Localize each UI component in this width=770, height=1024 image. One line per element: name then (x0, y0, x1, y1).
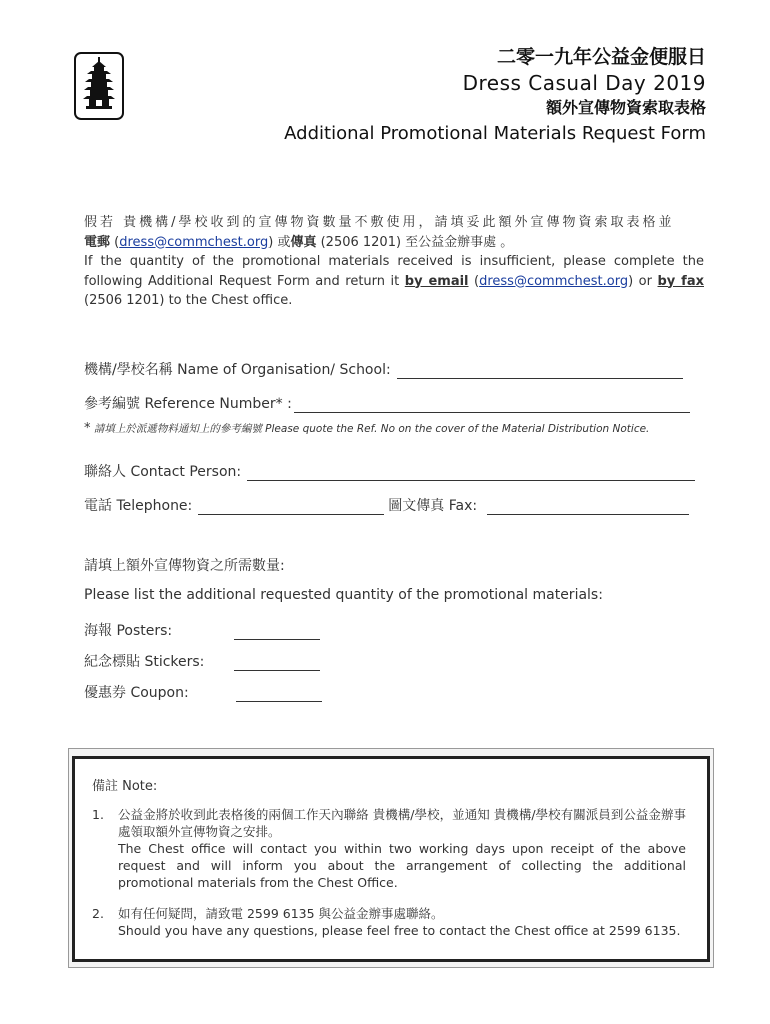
intro-zh-line: 假若 貴機構/學校收到的宣傳物資數量不敷使用，請填妥此額外宣傳物資索取表格並 (84, 215, 675, 230)
note-item-en: The Chest office will contact you within two working days upon receipt of the above request and will inform you about the arrangement of collecting the additional promotional materials from the Chest Office. (118, 841, 686, 890)
phone-fax-row (84, 495, 689, 515)
email-link[interactable]: dress@commchest.org (119, 234, 269, 250)
title-zh: 二零一九年公益金便服日 (496, 46, 706, 68)
intro-en: If the quantity of the promotional materials received is insufficient, please complete the following Additional Request Form and return it by email (dress@commchest.org) or by fax (2506 1201) to the Chest office. (84, 254, 704, 308)
reference-row (84, 393, 690, 413)
note-item: 1. 公益金將於收到此表格後的兩個工作天內聯絡 貴機構/學校，並通知 貴機構/學校有關派員到公益金辦事處領取額外宣傳物資之安排。 The Chest office will contact you within two working days upon receipt of the above request and will inform you about the arrangement of collecting the additional promotional materials from the Chest Office. (92, 807, 686, 890)
fax-label: 圖文傳真 Fax: (388, 498, 478, 514)
telephone-label: 電話 Telephone: (84, 498, 193, 514)
organisation-label: 機構/學校名稱 Name of Organisation/ School: (84, 362, 391, 378)
posters-label: 海報 Posters: (84, 623, 173, 639)
note-item-zh: 公益金將於收到此表格後的兩個工作天內聯絡 貴機構/學校，並通知 貴機構/學校有關派員到公益金辦事處領取額外宣傳物資之安排。 (118, 807, 686, 839)
pagoda-icon (76, 54, 122, 118)
coupon-label: 優惠券 Coupon: (84, 685, 189, 701)
request-heading-en: Please list the additional requested quantity of the promotional materials: (84, 587, 603, 603)
pagoda-logo (74, 52, 124, 120)
email-label-zh: 電郵 (84, 234, 111, 250)
form-header (284, 44, 706, 148)
reference-field[interactable] (294, 397, 690, 413)
email-link-en[interactable]: dress@commchest.org (479, 273, 629, 289)
by-email-text: by email (404, 273, 469, 289)
intro-paragraph (84, 213, 704, 311)
fax-label-zh: 傳真 (290, 234, 317, 250)
subtitle-zh: 額外宣傳物資索取表格 (545, 98, 706, 117)
note-item: 2. 如有任何疑問，請致電 2599 6135 與公益金辦事處聯絡。 Should you have any questions, please feel free to contact the Chest office at 2599 6135. (92, 905, 686, 939)
posters-quantity-field[interactable] (234, 624, 320, 640)
note-item-zh: 如有任何疑問，請致電 2599 6135 與公益金辦事處聯絡。 (118, 906, 444, 921)
contact-row (84, 461, 695, 481)
organisation-field[interactable] (397, 363, 683, 379)
contact-field[interactable] (247, 465, 695, 481)
note-item-en: Should you have any questions, please feel free to contact the Chest office at 2599 6135. (118, 923, 681, 938)
telephone-field[interactable] (198, 499, 384, 515)
by-fax-text: by fax (657, 273, 704, 289)
stickers-row (84, 651, 320, 671)
request-heading-zh: 請填上額外宣傳物資之所需數量: (84, 558, 285, 574)
organisation-row (84, 359, 683, 379)
stickers-label: 紀念標貼 Stickers: (84, 654, 205, 670)
posters-row (84, 620, 320, 640)
title-en: Dress Casual Day 2019 (462, 71, 706, 95)
reference-label: 參考編號 Reference Number* : (84, 396, 292, 412)
note-title: 備註 Note: (92, 779, 158, 794)
coupon-quantity-field[interactable] (236, 686, 322, 702)
stickers-quantity-field[interactable] (234, 655, 320, 671)
intro-zh-contact: 電郵 (dress@commchest.org) 或傳真 (2506 1201) 至公益金辦事處 。 (84, 234, 514, 250)
fax-field[interactable] (487, 499, 689, 515)
reference-hint: * 請填上於派遞物料通知上的參考編號 Please quote the Ref. No on the cover of the Material Distribution Notice. (84, 421, 650, 436)
coupon-row (84, 682, 322, 702)
contact-label: 聯絡人 Contact Person: (84, 464, 242, 480)
subtitle-en: Additional Promotional Materials Request Form (284, 123, 706, 144)
